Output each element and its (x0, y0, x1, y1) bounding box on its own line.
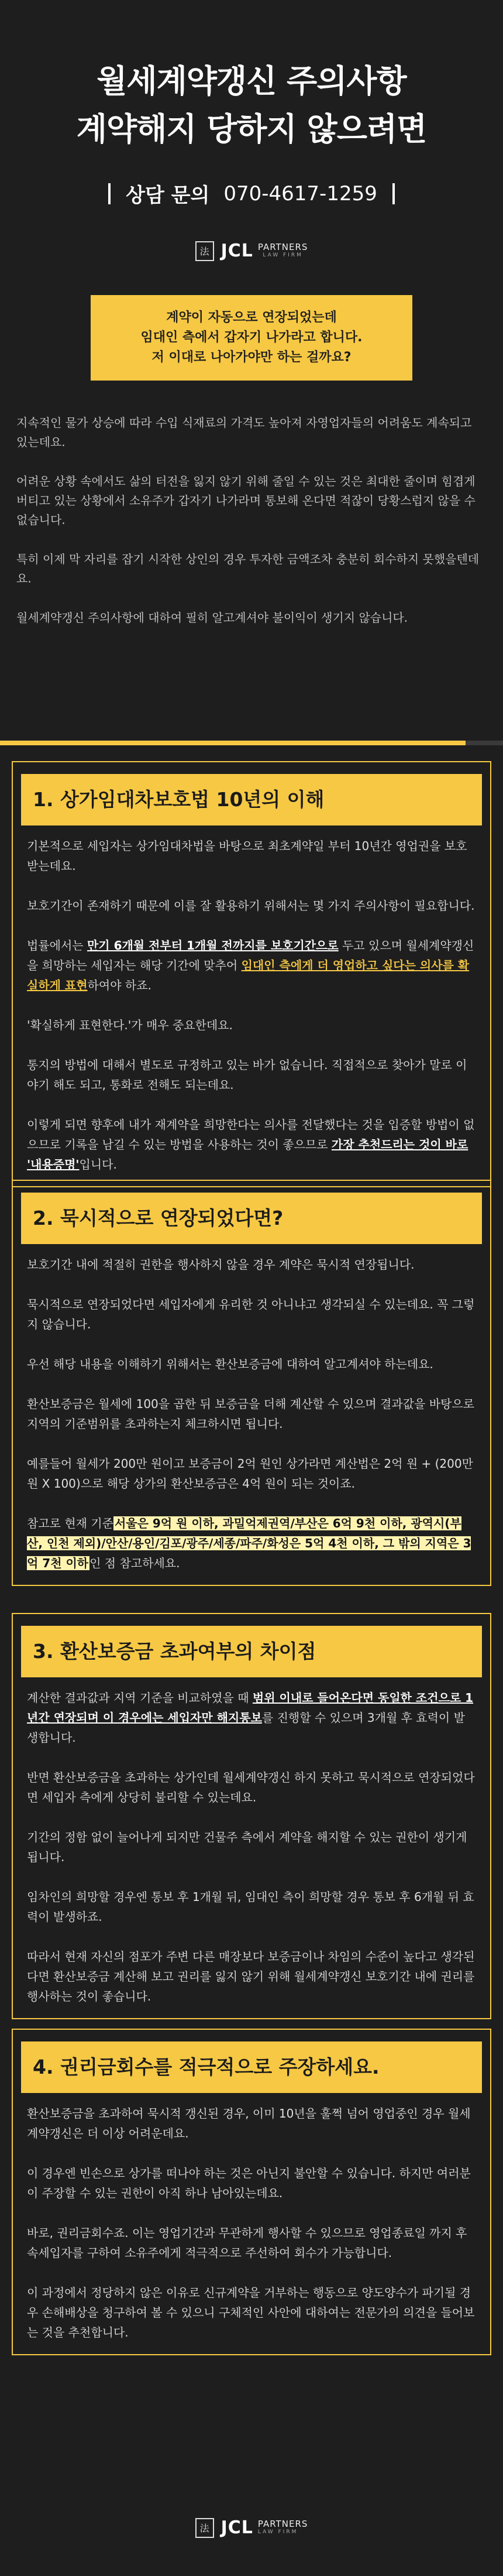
section-1-title: 1. 상가임대차보호법 10년의 이해 (21, 774, 482, 825)
section-2 (12, 1180, 491, 1586)
section-3-box (12, 1613, 491, 2019)
highlight-region-thresholds: 서울은 9억 원 이하, 과밀억제권역/부산은 6억 9천 이하, 광역시(부산, 인천 제외)/안산/용인/김포/광주/세종/파주/화성은 5억 4천 이하, 그 밖의 지역은 3억 7천 이하 (27, 1516, 471, 1570)
section-4-box (12, 2029, 491, 2355)
logo-mark-icon: 法 (195, 241, 214, 261)
section-paragraph: 바로, 권리금회수죠. 이는 영업기간과 무관하게 행사할 수 있으므로 영업종료일 까지 후속세입자를 구하여 소유주에게 적극적으로 주선하여 회수가 가능합니다. (27, 2226, 467, 2260)
section-divider (0, 741, 503, 745)
logo-partners-text: PARTNERS (257, 2518, 308, 2529)
intro-paragraph: 특히 이제 막 자리를 잡기 시작한 상인의 경우 투자한 금액조차 충분히 회수하지 못했을텐데요. (16, 552, 480, 585)
section-2-title: 2. 묵시적으로 연장되었다면? (21, 1193, 482, 1244)
section-paragraph: 기본적으로 세입자는 상가임대차법을 바탕으로 최초계약일 부터 10년간 영업권을 보호받는데요. (27, 839, 467, 873)
section-3-body (13, 1677, 490, 2018)
callout-line-2: 임대인 측에서 갑자기 나가라고 합니다. (140, 330, 363, 345)
section-paragraph: '확실하게 표현한다.'가 매우 중요한데요. (27, 1018, 233, 1032)
section-4-body (13, 2093, 490, 2354)
section-1 (12, 761, 491, 1187)
question-callout (91, 295, 412, 381)
section-1-body (13, 825, 490, 1186)
contact-bar (0, 179, 503, 208)
section-paragraph: 통지의 방법에 대해서 별도로 규정하고 있는 바가 없습니다. 직접적으로 찾아가 말로 이야기 해도 되고, 통화로 전해도 되는데요. (27, 1058, 467, 1092)
text-run: 이렇게 되면 향후에 내가 재계약을 희망한다는 의사를 전달했다는 것을 입증할 방법이 없으므로 기록을 남길 수 있는 방법을 사용하는 것이 좋으므로 (27, 1118, 475, 1152)
logo-mark-icon: 法 (195, 2518, 214, 2538)
section-paragraph: 보호기간 내에 적절히 권한을 행사하지 않을 경우 계약은 묵시적 연장됩니다. (27, 1258, 415, 1272)
intro-text (0, 381, 503, 628)
footer-logo (195, 2517, 308, 2538)
highlight-certified-mail: 가장 추천드리는 것이 바로 '내용증명' (27, 1138, 468, 1171)
divider-left (108, 183, 111, 204)
section-paragraph: 환산보증금은 월세에 100을 곱한 뒤 보증금을 더해 계산할 수 있으며 결과값을 바탕으로 지역의 기준범위를 초과하는지 체크하시면 됩니다. (27, 1397, 474, 1431)
text-run: 두고 있으며 월세계약갱신을 희망하는 세입자는 해당 기간에 맞추어 (27, 938, 474, 972)
section-1-box (12, 761, 491, 1187)
divider-gray (466, 741, 503, 745)
text-run: 인 점 참고하세요. (89, 1556, 180, 1570)
intro-paragraph: 어려운 상황 속에서도 삶의 터전을 잃지 않기 위해 줄일 수 있는 것은 최대한 줄이며 힘겹게 버티고 있는 상황에서 소유주가 갑자기 나가라며 통보해 온다면 적잖이 당황스럽지 않을 수 없습니다. (16, 474, 476, 527)
section-paragraph: 이 과정에서 정당하지 않은 이유로 신규계약을 거부하는 행동으로 양도양수가 파기될 경우 손해배상을 청구하여 볼 수 있으니 구체적인 사안에 대하여는 전문가의 의견을 들어보는 것을 추천합니다. (27, 2286, 475, 2339)
section-2-body (13, 1244, 490, 1585)
callout-line-3: 저 이대로 나아가야만 하는 걸까요? (151, 350, 352, 365)
section-4 (12, 2029, 491, 2355)
logo-brand: JCL (221, 241, 253, 261)
section-3-title: 3. 환산보증금 초과여부의 차이점 (21, 1626, 482, 1677)
section-paragraph: 기간의 정함 없이 늘어나게 되지만 건물주 측에서 계약을 해지할 수 있는 권한이 생기게 됩니다. (27, 1830, 467, 1864)
section-paragraph (27, 1513, 476, 1573)
logo-partners-text: PARTNERS (257, 241, 308, 252)
section-4-title: 4. 권리금회수를 적극적으로 주장하세요. (21, 2041, 482, 2093)
text-run: 입니다. (79, 1157, 117, 1171)
section-2-box (12, 1180, 491, 1586)
page-title (0, 57, 503, 153)
divider-yellow (0, 741, 466, 745)
section-paragraph: 반면 환산보증금을 초과하는 상가인데 월세계약갱신 하지 못하고 묵시적으로 연장되었다면 세입자 측에게 상당히 불리할 수 있는데요. (27, 1770, 475, 1804)
highlight-protection-period: 만기 6개월 전부터 1개월 전까지를 보호기간으로 (87, 938, 339, 953)
section-paragraph: 따라서 현재 자신의 점포가 주변 다른 매장보다 보증금이나 차임의 수준이 높다고 생각된다면 환산보증금 계산해 보고 권리를 잃지 않기 위해 월세계약갱신 보호기간 내에 권리를 행사하는 것이 좋습니다. (27, 1950, 475, 2003)
logo-sub-text: LAW FIRM (263, 252, 303, 258)
section-paragraph: 우선 해당 내용을 이해하기 위해서는 환산보증금에 대하여 알고계셔야 하는데요. (27, 1357, 433, 1371)
section-paragraph: 묵시적으로 연장되었다면 세입자에게 유리한 것 아니냐고 생각되실 수 있는데요. 꼭 그렇지 않습니다. (27, 1297, 475, 1331)
section-paragraph: 이 경우엔 빈손으로 상가를 떠나야 하는 것은 아닌지 불안할 수 있습니다. 하지만 여러분이 주장할 수 있는 권한이 아직 하나 남아있는데요. (27, 2166, 471, 2200)
hero (0, 0, 503, 381)
title-line-2: 계약해지 당하지 않으려면 (76, 111, 427, 148)
contact-phone-link[interactable]: 070-4617-1259 (223, 181, 377, 205)
logo-partners (258, 243, 308, 259)
intro-paragraph: 월세계약갱신 주의사항에 대하여 필히 알고계셔야 불이익이 생기지 않습니다. (16, 611, 408, 625)
section-paragraph: 예를들어 월세가 200만 원이고 보증금이 2억 원인 상가라면 계산법은 2억 원 + (200만 원 X 100)으로 해당 상가의 환산보증금은 4억 원이 되는 것이죠. (27, 1457, 473, 1491)
logo-partners (258, 2520, 308, 2536)
text-run: 하여야 하죠. (87, 978, 151, 992)
section-paragraph: 임차인의 희망할 경우엔 통보 후 1개월 뒤, 임대인 측이 희망할 경우 통보 후 6개월 뒤 효력이 발생하죠. (27, 1890, 474, 1924)
section-paragraph (27, 1688, 476, 1748)
text-run: 법률에서는 (27, 938, 87, 953)
highlight-one-year-extension: 범위 이내로 들어온다면 동일한 조건으로 1년간 연장되며 이 경우에는 세입자만 해지통보 (27, 1691, 474, 1725)
logo-brand: JCL (221, 2517, 253, 2538)
section-paragraph: 환산보증금을 초과하여 묵시적 갱신된 경우, 이미 10년을 훌쩍 넘어 영업중인 경우 월세계약갱신은 더 이상 어려운데요. (27, 2106, 471, 2140)
highlight-intent: 임대인 측에게 더 영업하고 싶다는 의사를 확실하게 표현 (27, 958, 470, 992)
contact-label: 상담 문의 (126, 184, 210, 207)
intro-paragraph: 지속적인 물가 상승에 따라 수입 식재료의 가격도 높아져 자영업자들의 어려움도 계속되고 있는데요. (16, 416, 472, 449)
footer (0, 2517, 503, 2538)
section-paragraph (27, 1115, 476, 1174)
text-run: 참고로 현재 기준 (27, 1516, 113, 1530)
text-run: 를 진행할 수 있으며 3개월 후 효력이 발생합니다. (27, 1711, 465, 1745)
title-line-1: 월세계약갱신 주의사항 (97, 63, 406, 100)
section-3 (12, 1613, 491, 2019)
logo-sub-text: LAW FIRM (257, 2529, 298, 2535)
section-paragraph: 보호기간이 존재하기 때문에 이를 잘 활용하기 위해서는 몇 가지 주의사항이 필요합니다. (27, 899, 475, 913)
divider-right (392, 183, 395, 204)
callout-line-1: 계약이 자동으로 연장되었는데 (166, 310, 337, 325)
section-paragraph (27, 936, 476, 995)
text-run: 계산한 결과값과 지역 기준을 비교하였을 때 (27, 1691, 253, 1705)
brand-logo (0, 241, 503, 261)
